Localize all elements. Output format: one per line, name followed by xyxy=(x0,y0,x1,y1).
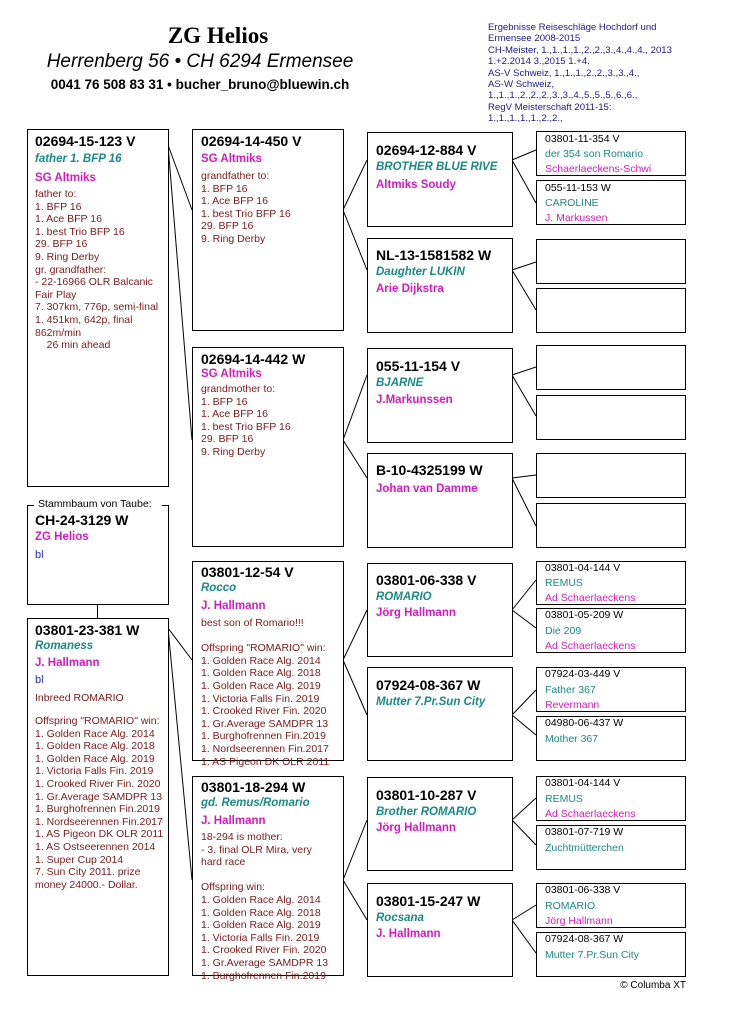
gen3-ring: 03801-10-287 V xyxy=(376,787,477,803)
dam-sire-notes: best son of Romario!!! Offspring "ROMARIO" win: 1. Golden Race Alg. 2014 1. Golden Race Alg. 2018 1. Golden Race Alg. 2019 1. Victoria Falls Fin. 2019 1. Crooked River Fin. 2020 1. Gr.Average SAMDPR 13 1. Burghofrennen Fin.2019 1. Nordseerennen Fin.2017 1. AS Pigeon DK OLR 2011 xyxy=(201,617,330,768)
sire-name: father 1. BFP 16 xyxy=(35,153,122,165)
sire-dam-breeder: SG Altmiks xyxy=(201,368,262,380)
gen3-name: ROMARIO xyxy=(376,591,432,603)
gen3-name: Rocsana xyxy=(376,912,424,924)
gen4-name: ROMARIO xyxy=(545,900,596,912)
gen3-name: BJARNE xyxy=(376,377,424,389)
subject-breeder: ZG Helios xyxy=(35,531,89,543)
loft-contact: 0041 76 508 83 31 • bucher_bruno@bluewin.ch xyxy=(50,77,350,92)
sire-sire-box xyxy=(192,129,344,331)
gen4-name: Zuchtmütterchen xyxy=(545,842,624,854)
gen3-name: BROTHER BLUE RIVE xyxy=(376,161,498,173)
gen3-breeder: Jörg Hallmann xyxy=(376,607,456,619)
gen4-box-15 xyxy=(536,883,686,928)
subject-ring: CH-24-3129 W xyxy=(35,512,129,528)
dam-color: bl xyxy=(35,674,44,686)
sire-ring: 02694-15-123 V xyxy=(35,133,136,149)
loft-address: Herrenberg 56 • CH 6294 Ermensee xyxy=(46,51,354,72)
gen3-ring: 055-11-154 V xyxy=(376,358,461,374)
sire-breeder: SG Altmiks xyxy=(35,172,96,184)
gen3-ring: NL-13-1581582 W xyxy=(376,247,492,263)
gen4-ring: 04980-06-437 W xyxy=(545,717,624,729)
gen3-ring: 03801-06-338 V xyxy=(376,572,477,588)
dam-sire-box xyxy=(192,561,344,768)
sire-sire-breeder: SG Altmiks xyxy=(201,153,262,165)
gen3-ring: 02694-12-884 V xyxy=(376,142,477,158)
gen3-name: Mutter 7.Pr.Sun City xyxy=(376,696,486,708)
gen4-name: der 354 son Romario xyxy=(545,148,644,160)
dam-dam-ring: 03801-18-294 W xyxy=(201,779,306,795)
gen3-box-5 xyxy=(367,563,513,657)
dam-dam-name: gd. Remus/Romario xyxy=(201,797,310,809)
gen4-ring: 03801-04-144 V xyxy=(545,562,621,574)
gen4-box-12 xyxy=(536,716,686,761)
gen4-box-5 xyxy=(536,345,686,390)
gen3-box-1 xyxy=(367,132,513,227)
gen4-box-16 xyxy=(536,932,686,977)
gen3-breeder: Altmiks Soudy xyxy=(376,179,456,191)
gen4-box-14 xyxy=(536,825,686,870)
subject-color: bl xyxy=(35,549,44,561)
sire-dam-box xyxy=(192,347,344,547)
sire-notes: father to: 1. BFP 16 1. Ace BFP 16 1. best Trio BFP 16 29. BFP 16 9. Ring Derby gr. grandfather: - 22-16966 OLR Balcanic Fair Play 7. 307km, 776p, semi-final 1. 451km, 642p, final 862m/min 26 min ahead xyxy=(35,188,159,352)
dam-breeder: J. Hallmann xyxy=(35,657,100,669)
dam-sire-ring: 03801-12-54 V xyxy=(201,564,294,580)
dam-sire-name: Rocco xyxy=(201,582,237,594)
gen4-box-13 xyxy=(536,776,686,821)
gen4-name: CAROLINE xyxy=(545,197,599,209)
gen4-box-6 xyxy=(536,395,686,440)
dam-box xyxy=(27,618,169,976)
dam-name: Romaness xyxy=(35,640,94,652)
gen4-breeder: Ad Schaerlaeckens xyxy=(545,808,636,820)
dam-ring: 03801-23-381 W xyxy=(35,622,140,638)
gen4-ring: 03801-07-719 W xyxy=(545,826,624,838)
gen4-name: Father 367 xyxy=(545,684,596,696)
gen4-ring: 03801-05-209 W xyxy=(545,609,624,621)
gen3-breeder: Arie Dijkstra xyxy=(376,283,444,295)
gen4-breeder: Ad Schaerlaeckens xyxy=(545,640,636,652)
sire-dam-ring: 02694-14-442 W xyxy=(201,351,306,367)
gen3-ring: 07924-08-367 W xyxy=(376,677,481,693)
sire-box xyxy=(27,129,169,487)
dam-inbreed: Inbreed ROMARIO xyxy=(35,692,124,704)
gen4-ring: 03801-11-354 V xyxy=(545,133,620,145)
results-summary: Ergebnisse Reiseschläge Hochdorf und Ermensee 2008-2015 CH-Meister, 1.,1.,1.,1.,2.,2.,3.,4.,4.,4., 2013 1.+2.2014 3.,2015 1.+4. AS-V Schweiz, 1.,1.,1.,2.,2.,3.,3.,4., AS-W Schweiz, 1.,1.,1.,2.,2.,2.,3.,3.,4.,5.,5.,5.,6.,6., RegV Meisterschaft 2011-15: 1.,1.,1.,1.,1.,2.,2., xyxy=(488,22,672,125)
gen4-ring: 03801-06-338 V xyxy=(545,884,621,896)
gen3-name: Daughter LUKIN xyxy=(376,266,465,278)
gen4-ring: 03801-04-144 V xyxy=(545,777,621,789)
gen3-box-6 xyxy=(367,667,513,761)
gen4-breeder: Revermann xyxy=(545,699,600,711)
software-credit: © Columba XT xyxy=(620,980,686,991)
gen4-box-8 xyxy=(536,503,686,548)
gen4-box-7 xyxy=(536,453,686,498)
gen4-ring: 07924-08-367 W xyxy=(545,933,624,945)
gen3-box-7 xyxy=(367,777,513,871)
gen4-name: Mother 367 xyxy=(545,733,599,745)
gen4-box-11 xyxy=(536,667,686,712)
gen3-ring: B-10-4325199 W xyxy=(376,462,483,478)
subject-legend: Stammbaum von Taube: xyxy=(38,498,152,510)
gen3-box-4 xyxy=(367,453,513,548)
gen4-breeder: Schaerlaeckens-Schwi xyxy=(545,163,652,175)
gen4-box-3 xyxy=(536,239,686,284)
sire-sire-notes: grandfather to: 1. BFP 16 1. Ace BFP 16 1. best Trio BFP 16 29. BFP 16 9. Ring Derby xyxy=(201,170,291,245)
gen3-ring: 03801-15-247 W xyxy=(376,893,481,909)
gen4-box-1 xyxy=(536,131,686,176)
gen3-breeder: Johan van Damme xyxy=(376,483,478,495)
gen4-box-10 xyxy=(536,608,686,653)
dam-notes: Offspring "ROMARIO" win: 1. Golden Race Alg. 2014 1. Golden Race Alg. 2018 1. Golden Race Alg. 2019 1. Victoria Falls Fin. 2019 1. Crooked River Fin. 2020 1. Gr.Average SAMDPR 13 1. Burghofrennen Fin.2019 1. Nordseerennen Fin.2017 1. AS Pigeon DK OLR 2011 1. AS Ostseerennen 2014 1. Super Cup 2014 7. Sun City 2011. prize money 24000.- Dollar. xyxy=(35,715,164,891)
sire-dam-notes: grandmother to: 1. BFP 16 1. Ace BFP 16 1. best Trio BFP 16 29. BFP 16 9. Ring Derby xyxy=(201,383,291,458)
gen4-box-4 xyxy=(536,288,686,333)
gen4-breeder: J. Markussen xyxy=(545,212,608,224)
gen3-box-2 xyxy=(367,238,513,333)
dam-dam-notes: 18-294 is mother: - 3. final OLR Mira, very hard race Offspring win: 1. Golden Race Alg. 2014 1. Golden Race Alg. 2018 1. Golden Race Alg. 2019 1. Victoria Falls Fin. 2019 1. Crooked River Fin. 2020 1. Gr.Average SAMDPR 13 1. Burghofrennen Fin.2019 xyxy=(201,831,329,982)
gen4-name: REMUS xyxy=(545,577,583,589)
gen3-breeder: J. Hallmann xyxy=(376,928,441,940)
page-title: ZG Helios xyxy=(167,23,269,48)
gen4-name: REMUS xyxy=(545,793,583,805)
gen3-box-8 xyxy=(367,883,513,977)
gen3-name: Brother ROMARIO xyxy=(376,806,477,818)
gen4-name: Die 209 xyxy=(545,625,582,637)
gen4-box-2 xyxy=(536,180,686,225)
gen4-box-9 xyxy=(536,561,686,605)
gen4-breeder: Jörg Hallmann xyxy=(545,915,613,927)
gen3-box-3 xyxy=(367,348,513,443)
dam-dam-box xyxy=(192,776,344,982)
dam-dam-breeder: J. Hallmann xyxy=(201,815,266,827)
gen4-name: Mutter 7.Pr.Sun City xyxy=(545,949,639,961)
gen4-ring: 055-11-153 W xyxy=(545,182,611,194)
gen4-ring: 07924-03-449 V xyxy=(545,668,621,680)
gen3-breeder: Jörg Hallmann xyxy=(376,822,456,834)
dam-sire-breeder: J. Hallmann xyxy=(201,600,266,612)
gen4-breeder: Ad Schaerlaeckens xyxy=(545,592,636,604)
sire-sire-ring: 02694-14-450 V xyxy=(201,133,302,149)
gen3-breeder: J.Markunssen xyxy=(376,394,453,406)
